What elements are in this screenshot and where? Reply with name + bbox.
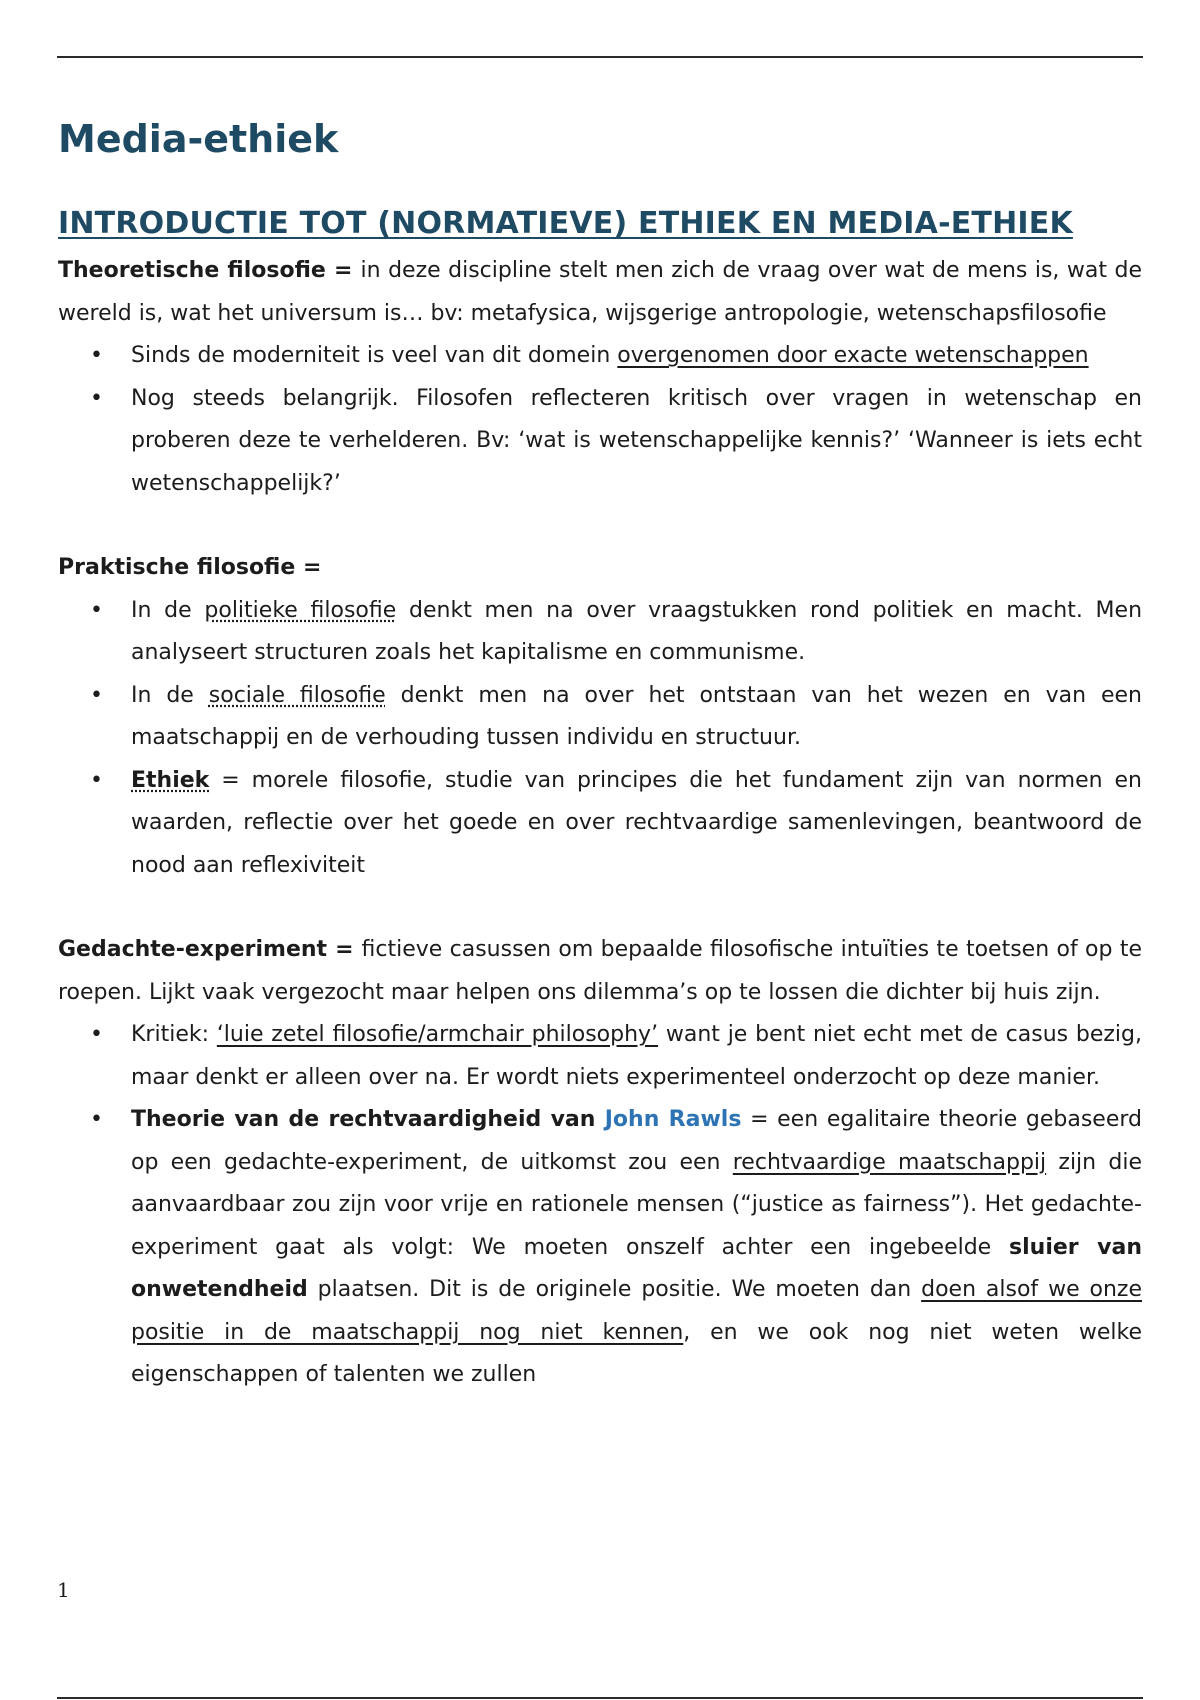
name-john-rawls: John Rawls (604, 1107, 742, 1132)
list-item-text: denkt men na over vraagstukken rond politiek en macht. Men analyseert structuren zoals het kapitalisme en communisme. (131, 597, 1143, 665)
list-item-text: In de (131, 682, 209, 708)
underlined-text: ‘luie zetel filosofie/armchair philosophy’ (216, 1022, 659, 1047)
list-item-text: denkt men na over het ontstaan van het wezen en van een maatschappij en de verhouding tussen individu en structuur. (131, 682, 1143, 750)
list-theoretische (58, 335, 1142, 505)
list-item (58, 1014, 1142, 1099)
list-item (58, 378, 1142, 506)
list-item (58, 1099, 1142, 1397)
section-heading: INTRODUCTIE TOT (NORMATIEVE) ETHIEK EN MEDIA-ETHIEK (58, 206, 1073, 241)
list-praktische (58, 590, 1142, 888)
list-item-text: zijn die aanvaardbaar zou zijn voor vrije en rationele mensen (“justice as fairness”). Het gedachte-experiment gaat als volgt: We moeten onszelf achter een ingebeelde (131, 1149, 1142, 1260)
page-number: 1 (57, 1578, 70, 1602)
list-item-text: plaatsen. Dit is de originele positie. We moeten dan (307, 1277, 922, 1302)
bold-text: sluier van onwetendheid (131, 1234, 1142, 1302)
paragraph-praktische-filosofie (58, 547, 1142, 590)
list-item (58, 675, 1142, 760)
term-ethiek: Ethiek (131, 767, 210, 793)
footer-rule (57, 1697, 1143, 1699)
list-item-text: want je bent niet echt met de casus bezig, maar denkt er alleen over na. Er wordt niets experimenteel onderzocht op deze manier. (131, 1022, 1142, 1090)
bullet-icon: • (90, 385, 103, 411)
term-sociale-filosofie: sociale filosofie (208, 682, 386, 708)
page-title: Media-ethiek (58, 117, 339, 161)
equals-sign: = (327, 937, 362, 962)
bullet-icon: • (90, 343, 103, 368)
list-item (58, 760, 1142, 888)
list-item-text: , en we ook nog niet weten welke eigenschappen of talenten we zullen (131, 1319, 1142, 1387)
term-theoretische-filosofie: Theoretische filosofie (58, 258, 326, 283)
list-item-text: Sinds de moderniteit is veel van dit domein (131, 343, 618, 368)
definition-text: fictieve casussen om bepaalde filosofische intuïties te toetsen of op te roepen. Lijkt vaak vergezocht maar helpen ons dilemma’s op te lossen die dichter bij huis zijn. (58, 937, 1142, 1005)
list-item-text: Kritiek: (131, 1022, 217, 1047)
list-gedachte (58, 1014, 1142, 1397)
paragraph-theoretische-filosofie (58, 250, 1142, 335)
list-item (58, 590, 1142, 675)
underlined-text: overgenomen door exacte wetenschappen (617, 343, 1089, 368)
list-item (58, 335, 1142, 378)
bullet-icon: • (90, 597, 103, 623)
term-politieke-filosofie: politieke filosofie (204, 597, 397, 623)
document-page (58, 108, 1142, 1397)
bold-text: Theorie van de rechtvaardigheid van (131, 1107, 605, 1132)
bullet-icon: • (90, 1107, 103, 1132)
list-item-text: In de (131, 597, 205, 623)
bullet-icon: • (90, 682, 103, 708)
definition-text: in deze discipline stelt men zich de vraag over wat de mens is, wat de wereld is, wat het universum is… bv: metafysica, wijsgerige antropologie, wetenschapsfilosofie (58, 258, 1142, 326)
list-item-text: Nog steeds belangrijk. Filosofen reflecteren kritisch over vragen in wetenschap en proberen deze te verhelderen. Bv: ‘wat is wetenschappelijke kennis?’ ‘Wanneer is iets echt wetenschappelijk?’ (131, 385, 1142, 496)
equals-sign: = (325, 258, 361, 283)
list-item-text: = een egalitaire theorie gebaseerd op een gedachte-experiment, de uitkomst zou een (131, 1107, 1142, 1175)
bullet-icon: • (90, 767, 103, 793)
bullet-icon: • (90, 1022, 103, 1047)
underlined-text: doen alsof we onze positie in de maatschappij nog niet kennen (131, 1277, 1142, 1345)
header-rule (57, 56, 1143, 58)
term-gedachte-experiment: Gedachte-experiment (58, 937, 328, 962)
term-praktische-filosofie: Praktische filosofie = (58, 555, 322, 580)
paragraph-gedachte-experiment (58, 929, 1142, 1014)
list-item-text: = morele filosofie, studie van principes die het fundament zijn van normen en waarden, reflectie over het goede en over rechtvaardige samenlevingen, beantwoord de nood aan reflexiviteit (131, 767, 1142, 878)
underlined-text: rechtvaardige maatschappij (732, 1149, 1047, 1175)
